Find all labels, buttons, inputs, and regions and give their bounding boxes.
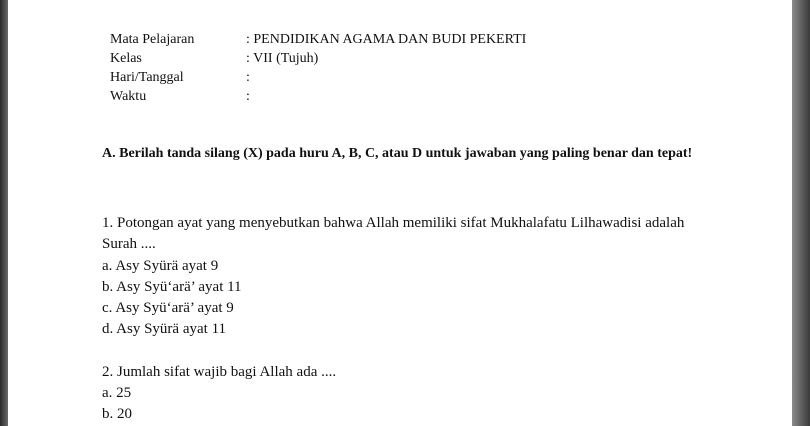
day-date-row (110, 69, 250, 87)
class-row (110, 50, 318, 68)
question-1-option-a: a. Asy Syürä ayat 9 (102, 258, 219, 274)
question-2-text: 2. Jumlah sifat wajib bagi Allah ada .... (102, 364, 337, 380)
question-1-option-d: d. Asy Syürä ayat 11 (102, 321, 227, 337)
class-value: : VII (Tujuh) (246, 51, 319, 66)
question-1-option-b: b. Asy Syü‘arä’ ayat 11 (102, 279, 242, 295)
day-date-label: Hari/Tanggal (110, 70, 184, 85)
question-2-option-a: a. 25 (102, 385, 132, 401)
document-page (8, 0, 792, 426)
time-label: Waktu (110, 89, 147, 104)
time-value: : (246, 89, 250, 104)
scan-edge-left (0, 0, 8, 426)
day-date-value: : (246, 70, 250, 85)
subject-value: : PENDIDIKAN AGAMA DAN BUDI PEKERTI (246, 32, 527, 47)
question-1-text: 1. Potongan ayat yang menyebutkan bahwa Allah memiliki sifat Mukhalafatu Lilhawadisi adalah Surah .... (102, 215, 685, 252)
question-1-option-c: c. Asy Syü‘arä’ ayat 9 (102, 300, 234, 316)
subject-row (110, 31, 526, 49)
time-row (110, 88, 250, 106)
subject-label: Mata Pelajaran (110, 32, 195, 47)
scan-edge-right (792, 0, 810, 426)
section-a-instruction: A. Berilah tanda silang (X) pada huru A, B, C, atau D untuk jawaban yang paling benar dan tepat! (102, 146, 693, 161)
question-2-option-b: b. 20 (102, 406, 132, 422)
class-label: Kelas (110, 51, 142, 66)
